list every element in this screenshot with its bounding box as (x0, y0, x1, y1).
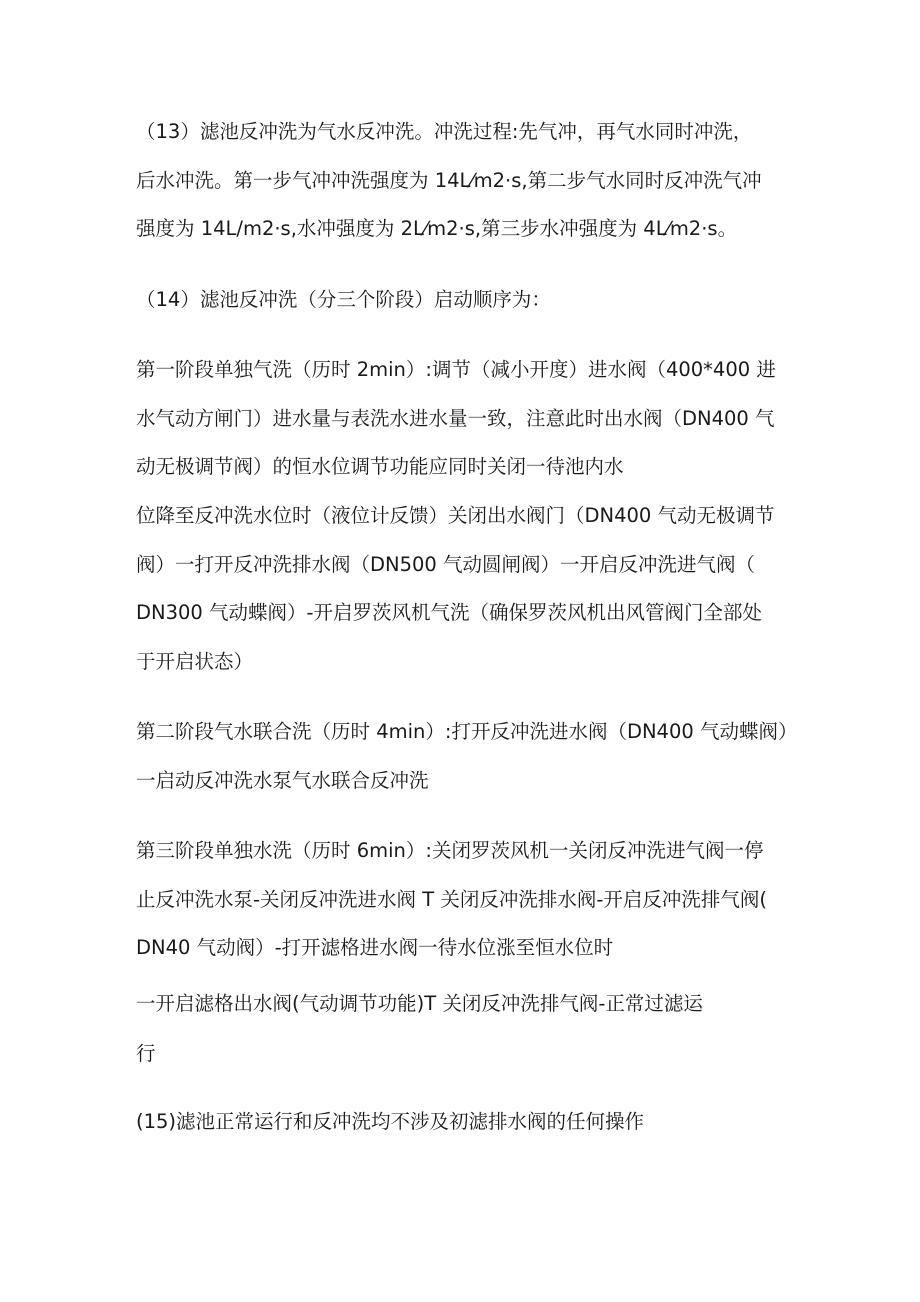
paragraph-13-line-1: （13）滤池反冲洗为气水反冲洗。冲洗过程:先气冲，再气水同时冲洗， (136, 120, 753, 143)
paragraph-13-line-3: 强度为 14L/m2·s,水冲强度为 2L⁄m2·s,第三步水冲强度为 4L⁄m2·s。 (136, 217, 738, 240)
stage-3-line-4: 一开启滤格出水阀(气动调节功能)T 关闭反冲洗排气阀-正常过滤运 (136, 992, 703, 1015)
stage-3-line-1: 第三阶段单独水洗（历时 6min）:关闭罗茨风机一关闭反冲洗进气阀一停 (136, 839, 764, 862)
paragraph-14-line-1: （14）滤池反冲洗（分三个阶段）启动顺序为： (136, 288, 551, 311)
stage-1-line-3: 动无极调节阀）的恒水位调节功能应同时关闭一待池内水 (136, 455, 624, 478)
stage-1-line-6: DN300 气动蝶阀）-开启罗茨风机气洗（确保罗茨风机出风管阀门全部处 (136, 601, 763, 624)
stage-1-line-4: 位降至反冲洗水位时（液位计反馈）关闭出水阀门（DN400 气动无极调节 (136, 504, 775, 527)
stage-1-line-2: 水气动方闸门）进水量与表洗水进水量一致，注意此时出水阀（DN400 气 (136, 407, 775, 430)
stage-3-line-2: 止反冲洗水泵-关闭反冲洗进水阀 T 关闭反冲洗排水阀-开启反冲洗排气阀( (136, 888, 767, 911)
stage-3-line-3: DN40 气动阀）-打开滤格进水阀一待水位涨至恒水位时 (136, 936, 614, 959)
stage-1-line-7: 于开启状态） (136, 650, 254, 673)
paragraph-15-line-1: (15)滤池正常运行和反冲洗均不涉及初滤排水阀的任何操作 (136, 1110, 645, 1133)
stage-2-line-1: 第二阶段气水联合洗（历时 4min）:打开反冲洗进水阀（DN400 气动蝶阀） (136, 720, 798, 743)
stage-1-line-1: 第一阶段单独气洗（历时 2min）:调节（减小开度）进水阀（400*400 进 (136, 358, 776, 381)
stage-3-line-5: 行 (136, 1042, 156, 1065)
stage-2-line-2: 一启动反冲洗水泵气水联合反冲洗 (136, 769, 429, 792)
stage-1-line-5: 阀）一打开反冲洗排水阀（DN500 气动圆闸阀）一开启反冲洗进气阀（ (136, 553, 756, 576)
paragraph-13-line-2: 后水冲洗。第一步气冲冲洗强度为 14L⁄m2·s,第二步气水同时反冲洗气冲 (136, 169, 762, 192)
